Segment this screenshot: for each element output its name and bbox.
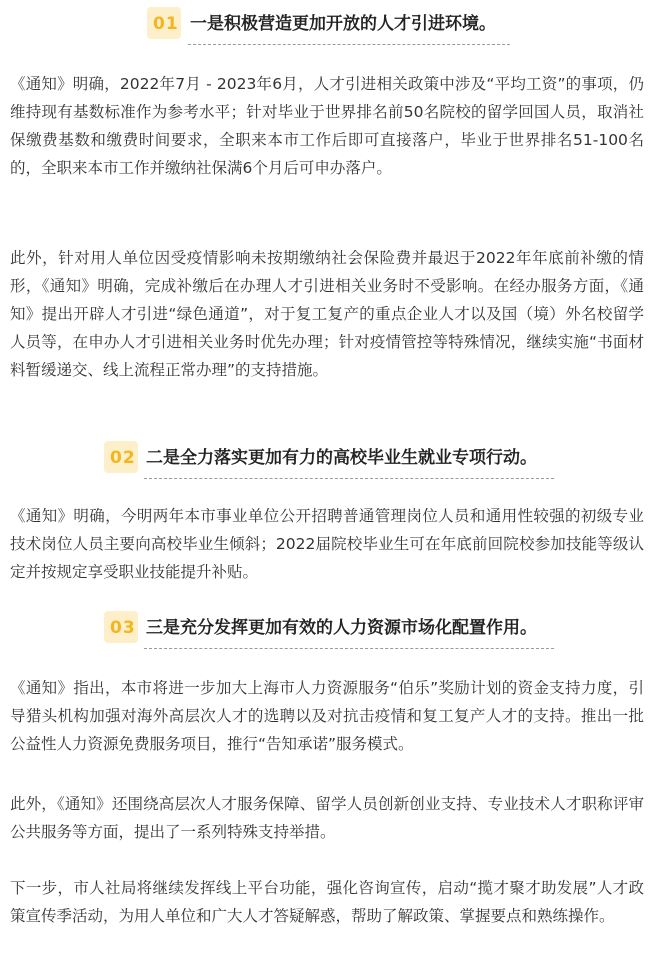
section-heading-03 — [0, 608, 654, 648]
paragraph: 《通知》明确，今明两年本市事业单位公开招聘普通管理岗位人员和通用性较强的初级专业技术岗位人员主要向高校毕业生倾斜；2022届院校毕业生可在年底前回院校参加技能等级认定并按规定享受职业技能提升补贴。 — [10, 507, 644, 581]
section-number: 02 — [110, 448, 136, 468]
paragraph: 《通知》指出，本市将进一步加大上海市人力资源服务“伯乐”奖励计划的资金支持力度，引导猎头机构加强对海外高层次人才的选聘以及对抗击疫情和复工复产人才的支持。推出一批公益性人力资源免费服务项目，推行“告知承诺”服务模式。 — [10, 679, 644, 753]
paragraph: 此外，针对用人单位因受疫情影响未按期缴纳社会保险费并最迟于2022年年底前补缴的情形，《通知》明确，完成补缴后在办理人才引进相关业务时不受影响。在经办服务方面，《通知》提出开辟人才引进“绿色通道”，对于复工复产的重点企业人才以及国（境）外名校留学人员等，在申办人才引进相关业务时优先办理；针对疫情管控等特殊情况，继续实施“书面材料暂缓递交、线上流程正常办理”的支持措施。 — [10, 249, 644, 379]
section-heading-02 — [0, 438, 654, 478]
paragraph: 《通知》明确，2022年7月 - 2023年6月，人才引进相关政策中涉及“平均工资”的事项，仍维持现有基数标准作为参考水平；针对毕业于世界排名前50名院校的留学回国人员，取消社保缴费基数和缴费时间要求，全职来本市工作后即可直接落户，毕业于世界排名51-100名的，全职来本市工作并缴纳社保满6个月后可申办落户。 — [10, 75, 644, 177]
paragraph: 此外，《通知》还围绕高层次人才服务保障、留学人员创新创业支持、专业技术人才职称评审公共服务等方面，提出了一系列特殊支持举措。 — [10, 795, 644, 841]
title-underline — [188, 44, 510, 45]
section-title: 三是充分发挥更加有效的人力资源市场化配置作用。 — [146, 618, 537, 638]
title-underline — [144, 478, 554, 479]
paragraph: 下一步，市人社局将继续发挥线上平台功能，强化咨询宣传，启动“揽才聚才助发展”人才政策宣传季活动，为用人单位和广大人才答疑解惑，帮助了解政策、掌握要点和熟练操作。 — [10, 879, 644, 925]
section-heading-01 — [0, 4, 654, 44]
section-title: 二是全力落实更加有力的高校毕业生就业专项行动。 — [146, 448, 537, 468]
section-title: 一是积极营造更加开放的人才引进环境。 — [190, 14, 496, 34]
title-underline — [144, 648, 554, 649]
section-number: 01 — [153, 14, 179, 34]
section-number: 03 — [110, 618, 136, 638]
